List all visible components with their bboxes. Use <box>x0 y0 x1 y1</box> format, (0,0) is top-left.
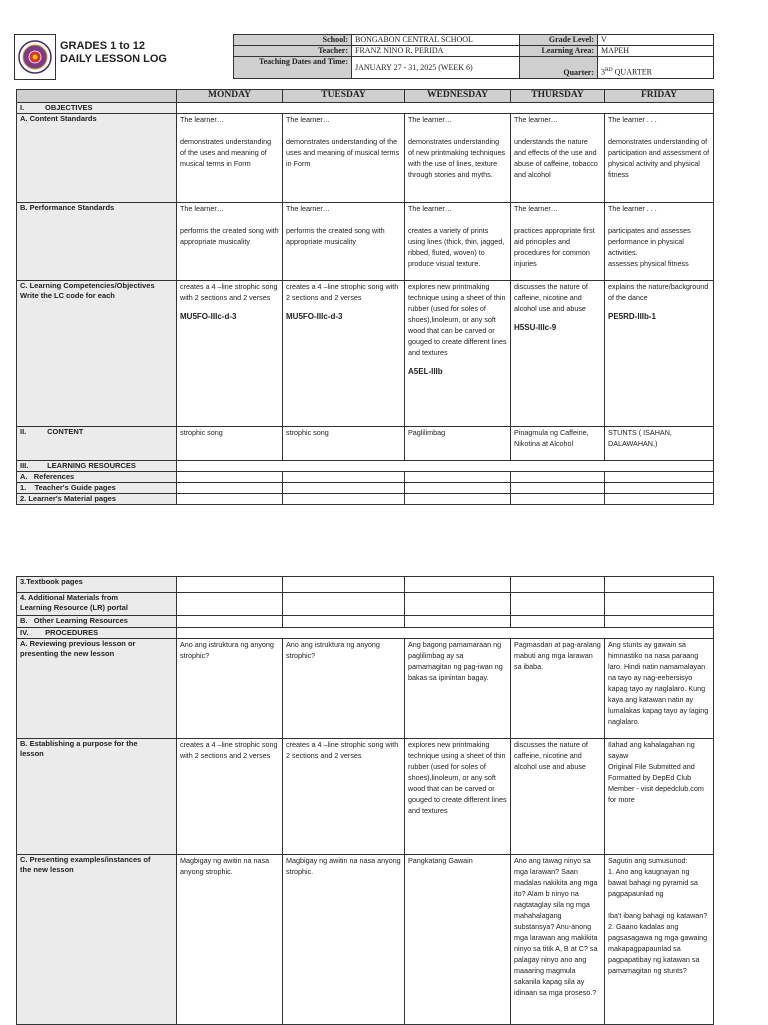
dates-label: Teaching Dates and Time: <box>234 57 352 79</box>
lesson-table-page1 <box>16 89 714 505</box>
empty-cell <box>605 472 714 483</box>
empty-cell <box>405 577 511 593</box>
competencies-monday <box>177 281 283 427</box>
empty-cell <box>511 616 605 628</box>
presenting-thursday: Ano ang tawag ninyo sa mga larawan? Saan madalas nakikita ang mga ito? Alam b ninyo na nagtataglay sila ng mga mahahalagang substansya? Anu-anong mga larawan ang makikita ninyo sa titik A, B at C? sa palagay ninyo ano ang maaaring magmula sakanila kapag sila ay idinaan sa mga proseso.? <box>511 855 605 1025</box>
empty-cell <box>511 472 605 483</box>
establishing-friday: Ilahad ang kahalagahan ng sayaw Original File Submitted and Formatted by DepEd Club Member - visit depedclub.com for more <box>605 739 714 855</box>
content-standards-label: A. Content Standards <box>17 114 177 203</box>
performance-standards-tuesday: The learner… performs the created song with appropriate musicality <box>283 203 405 281</box>
empty-cell <box>283 494 405 505</box>
empty-cell <box>405 494 511 505</box>
reviewing-thursday: Pagmasdan at pag-aralang mabuti ang mga larawan sa ibaba. <box>511 639 605 739</box>
empty-cell <box>511 483 605 494</box>
content-tuesday: strophic song <box>283 427 405 461</box>
competencies-thursday <box>511 281 605 427</box>
empty-cell <box>177 616 283 628</box>
empty-cell <box>405 593 511 616</box>
dates-text: JANUARY 27 - 31, 2025 (WEEK 6) <box>355 62 473 72</box>
day-header-monday: MONDAY <box>177 90 283 103</box>
quarter-word: QUARTER <box>612 68 652 77</box>
empty-cell <box>605 577 714 593</box>
presenting-tuesday: Magbigay ng awitin na nasa anyong strophic. <box>283 855 405 1025</box>
lc-code: MU5FO-IIIc-d-3 <box>286 312 343 321</box>
empty-cell <box>405 616 511 628</box>
empty-cell <box>283 593 405 616</box>
references-label: A. References <box>17 472 177 483</box>
empty-cell <box>511 593 605 616</box>
reviewing-monday: Ano ang istruktura ng anyong strophic? <box>177 639 283 739</box>
empty-cell <box>177 593 283 616</box>
objectives-row <box>177 103 714 114</box>
competencies-friday <box>605 281 714 427</box>
establishing-tuesday: creates a 4 –line strophic song with 2 sections and 2 verses <box>283 739 405 855</box>
lc-code: H5SU-IIIc-9 <box>514 323 557 332</box>
presenting-monday: Magbigay ng awitin na nasa anyong strophic. <box>177 855 283 1025</box>
content-standards-thursday: The learner… understands the nature and effects of the use and abuse of caffeine, tobacco and alcohol <box>511 114 605 203</box>
teacher-label: Teacher: <box>234 46 352 57</box>
day-header-tuesday: TUESDAY <box>283 90 405 103</box>
lc-code: A5EL-IIIb <box>408 367 443 376</box>
teacher-value: FRANZ NINO R. PERIDA <box>352 46 520 57</box>
procedures-label: IV. PROCEDURES <box>17 628 177 639</box>
additional-materials-label: 4. Additional Materials from Learning Resource (LR) portal <box>17 593 177 616</box>
textbook-label: 3.Textbook pages <box>17 577 177 593</box>
other-resources-label: B. Other Learning Resources <box>17 616 177 628</box>
school-label: School: <box>234 35 352 46</box>
empty-cell <box>283 483 405 494</box>
title-line1: GRADES 1 to 12 <box>60 40 145 52</box>
learning-resources-label: III. LEARNING RESOURCES <box>17 461 177 472</box>
competencies-label: C. Learning Competencies/Objectives Write the LC code for each <box>17 281 177 427</box>
content-wednesday: Paglilimbag <box>405 427 511 461</box>
performance-standards-wednesday: The learner… creates a variety of prints using lines (thick, thin, jagged, ribbed, fluted, woven) to produce visual texture. <box>405 203 511 281</box>
quarter-value <box>598 57 714 79</box>
log-title <box>60 40 230 66</box>
teachers-guide-label: 1. Teacher's Guide pages <box>17 483 177 494</box>
performance-standards-monday: The learner… performs the created song with appropriate musicality <box>177 203 283 281</box>
school-value: BONGABON CENTRAL SCHOOL <box>352 35 520 46</box>
competency-text: creates a 4 –line strophic song with 2 sections and 2 verses <box>180 282 278 302</box>
empty-cell <box>605 483 714 494</box>
grade-label: Grade Level: <box>520 35 598 46</box>
empty-cell <box>177 483 283 494</box>
content-monday: strophic song <box>177 427 283 461</box>
empty-cell <box>605 593 714 616</box>
empty-cell <box>605 494 714 505</box>
empty-cell <box>283 577 405 593</box>
performance-standards-friday: The learner . . . participates and assesses performance in physical activities. assesses physical fitness <box>605 203 714 281</box>
area-label: Learning Area: <box>520 46 598 57</box>
title-line2: DAILY LESSON LOG <box>60 53 167 65</box>
learners-material-label: 2. Learner's Material pages <box>17 494 177 505</box>
competencies-tuesday <box>283 281 405 427</box>
grade-value: V <box>598 35 714 46</box>
deped-seal-icon <box>15 35 55 79</box>
empty-cell <box>605 616 714 628</box>
reviewing-label: A. Reviewing previous lesson or presenting the new lesson <box>17 639 177 739</box>
empty-cell <box>177 472 283 483</box>
empty-cell <box>511 577 605 593</box>
area-value: MAPEH <box>598 46 714 57</box>
empty-cell <box>405 472 511 483</box>
competency-text: creates a 4 –line strophic song with 2 sections and 2 verses <box>286 282 399 302</box>
objectives-label: I. OBJECTIVES <box>17 103 177 114</box>
content-standards-tuesday: The learner… demonstrates understanding of the uses and meaning of musical terms in Form <box>283 114 405 203</box>
quarter-sup: RD <box>605 67 613 74</box>
empty-cell <box>511 494 605 505</box>
empty-cell <box>177 577 283 593</box>
reviewing-tuesday: Ano ang istruktura ng anyong strophic? <box>283 639 405 739</box>
content-thursday: Pinagmula ng Caffeine, Nikotina at Alcohol <box>511 427 605 461</box>
presenting-friday: Sagutin ang sumusunod: 1. Ano ang kaugnayan ng bawat bahagi ng pyramid sa pagpapaunlad ng Iba't ibang bahagi ng katawan? 2. Gaano kadalas ang pagsasagawa ng mga gawaing makapagpapaunlad sa pagpapatibay ng katawan sa pamamagitan ng stunts? <box>605 855 714 1025</box>
competency-text: explains the nature/background of the dance <box>608 282 709 302</box>
quarter-num: 3 <box>601 68 605 77</box>
procedures-row <box>177 628 714 639</box>
day-header-friday: FRIDAY <box>605 90 714 103</box>
presenting-wednesday: Pangkatang Gawain <box>405 855 511 1025</box>
content-standards-monday: The learner… demonstrates understanding of the uses and meaning of musical terms in Form <box>177 114 283 203</box>
lc-code: PE5RD-IIIb-1 <box>608 312 657 321</box>
corner-cell <box>17 90 177 103</box>
content-label: II. CONTENT <box>17 427 177 461</box>
empty-cell <box>283 472 405 483</box>
content-standards-wednesday: The learner… demonstrates understanding of new printmaking techniques with the use of lines, texture through stories and myths. <box>405 114 511 203</box>
header-info-table <box>233 34 714 79</box>
empty-cell <box>405 483 511 494</box>
lc-code: MU5FO-IIIc-d-3 <box>180 312 237 321</box>
day-header-thursday: THURSDAY <box>511 90 605 103</box>
competency-text: discusses the nature of caffeine, nicotine and alcohol use and abuse <box>514 282 588 313</box>
competencies-wednesday <box>405 281 511 427</box>
logo-box <box>14 34 56 80</box>
reviewing-friday: Ang stunts ay gawain sa himnastiko na nasa paraang laro. Hindi natin namamalayan na tayo ay nag-eehersisyo kapag tayo ay naglalaro. Kung kaya ang katawan natin ay lumalakas kapag tayo ay laging naglalaro. <box>605 639 714 739</box>
establishing-wednesday: explores new printmaking technique using a sheet of thin rubber (used for soles of shoes),linoleum, or any soft wood that can be carved or gouged to create different lines and textures <box>405 739 511 855</box>
presenting-label: C. Presenting examples/instances of the new lesson <box>17 855 177 1025</box>
learning-resources-row <box>177 461 714 472</box>
establishing-thursday: discusses the nature of caffeine, nicotine and alcohol use and abuse <box>511 739 605 855</box>
empty-cell <box>177 494 283 505</box>
reviewing-wednesday: Ang bagong pamamaraan ng paglilimbag ay sa pamamagitan ng pag-iwan ng bakas sa ipinintan bagay. <box>405 639 511 739</box>
establishing-label: B. Establishing a purpose for the lesson <box>17 739 177 855</box>
performance-standards-label: B. Performance Standards <box>17 203 177 281</box>
quarter-label: Quarter: <box>520 57 598 79</box>
content-standards-friday: The learner . . . demonstrates understanding of participation and assessment of physical activity and physical fitness <box>605 114 714 203</box>
performance-standards-thursday: The learner… practices appropriate first aid principles and procedures for common injuries <box>511 203 605 281</box>
establishing-monday: creates a 4 –line strophic song with 2 sections and 2 verses <box>177 739 283 855</box>
competency-text: explores new printmaking technique using a sheet of thin rubber (used for soles of shoes),linoleum, or any soft wood that can be carved or gouged to create different lines and textures <box>408 282 507 357</box>
content-friday: STUNTS ( ISAHAN, DALAWAHAN,) <box>605 427 714 461</box>
empty-cell <box>283 616 405 628</box>
lesson-table-page2 <box>16 576 714 1025</box>
dates-value <box>352 57 520 79</box>
day-header-wednesday: WEDNESDAY <box>405 90 511 103</box>
